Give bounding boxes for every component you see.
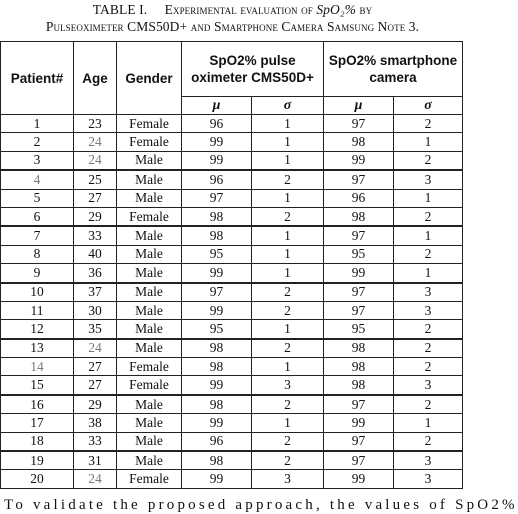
cell-age: 27 bbox=[74, 189, 117, 207]
header-smartphone: SpO2% smartphone camera bbox=[324, 42, 463, 97]
cell-gender: Female bbox=[117, 470, 182, 488]
table-row bbox=[1, 133, 463, 151]
cell-smartphone-mu: 99 bbox=[324, 414, 394, 432]
cell-oximeter-mu: 95 bbox=[182, 320, 252, 339]
cell-age: 23 bbox=[74, 115, 117, 133]
cell-gender: Male bbox=[117, 283, 182, 302]
cell-smartphone-mu: 98 bbox=[324, 133, 394, 151]
cell-oximeter-mu: 98 bbox=[182, 226, 252, 245]
cell-smartphone-sigma: 3 bbox=[394, 283, 463, 302]
cell-oximeter-sigma: 2 bbox=[252, 451, 324, 470]
table-row bbox=[1, 226, 463, 245]
table-row bbox=[1, 358, 463, 376]
cell-oximeter-mu: 99 bbox=[182, 470, 252, 488]
cell-smartphone-mu: 97 bbox=[324, 451, 394, 470]
cell-age: 33 bbox=[74, 432, 117, 451]
cell-smartphone-mu: 97 bbox=[324, 115, 394, 133]
table-row bbox=[1, 451, 463, 470]
table-caption-line-2: Pulseoximeter CMS50D+ and Smartphone Camera Samsung Note 3. bbox=[45, 19, 420, 34]
cell-smartphone-sigma: 2 bbox=[394, 207, 463, 226]
cell-gender: Male bbox=[117, 395, 182, 414]
cell-oximeter-sigma: 3 bbox=[252, 376, 324, 395]
cell-oximeter-sigma: 1 bbox=[252, 189, 324, 207]
cell-age: 40 bbox=[74, 245, 117, 263]
header-oximeter-sigma: σ bbox=[252, 97, 324, 115]
cell-gender: Male bbox=[117, 151, 182, 170]
cell-age: 29 bbox=[74, 395, 117, 414]
cell-smartphone-mu: 97 bbox=[324, 395, 394, 414]
cell-age: 37 bbox=[74, 283, 117, 302]
cell-smartphone-sigma: 1 bbox=[394, 133, 463, 151]
cell-oximeter-mu: 98 bbox=[182, 451, 252, 470]
cell-gender: Male bbox=[117, 264, 182, 283]
cell-gender: Male bbox=[117, 432, 182, 451]
cell-oximeter-sigma: 2 bbox=[252, 301, 324, 319]
cell-oximeter-mu: 99 bbox=[182, 414, 252, 432]
table-caption-text: Experimental evaluation of bbox=[164, 2, 317, 17]
cell-smartphone-sigma: 2 bbox=[394, 245, 463, 263]
cell-smartphone-mu: 95 bbox=[324, 320, 394, 339]
cell-oximeter-sigma: 1 bbox=[252, 115, 324, 133]
cell-patient: 13 bbox=[1, 339, 74, 358]
cell-oximeter-sigma: 1 bbox=[252, 414, 324, 432]
table-caption-italic: SpO₂% bbox=[316, 2, 357, 17]
cell-age: 24 bbox=[74, 151, 117, 170]
cell-age: 29 bbox=[74, 207, 117, 226]
header-oximeter: SpO2% pulse oximeter CMS50D+ bbox=[182, 42, 324, 97]
cell-patient: 11 bbox=[1, 301, 74, 319]
table-row bbox=[1, 414, 463, 432]
cell-oximeter-mu: 99 bbox=[182, 376, 252, 395]
cell-oximeter-sigma: 3 bbox=[252, 470, 324, 488]
cell-smartphone-sigma: 2 bbox=[394, 339, 463, 358]
cell-smartphone-sigma: 2 bbox=[394, 115, 463, 133]
cell-smartphone-mu: 98 bbox=[324, 358, 394, 376]
table-row bbox=[1, 207, 463, 226]
table-row bbox=[1, 170, 463, 189]
cell-age: 33 bbox=[74, 226, 117, 245]
header-smartphone-mu: μ bbox=[324, 97, 394, 115]
cell-patient: 5 bbox=[1, 189, 74, 207]
cell-oximeter-mu: 99 bbox=[182, 264, 252, 283]
cell-patient: 18 bbox=[1, 432, 74, 451]
cell-age: 24 bbox=[74, 470, 117, 488]
cell-smartphone-sigma: 1 bbox=[394, 189, 463, 207]
cell-patient: 17 bbox=[1, 414, 74, 432]
cell-smartphone-sigma: 2 bbox=[394, 395, 463, 414]
cell-smartphone-sigma: 3 bbox=[394, 301, 463, 319]
cell-gender: Male bbox=[117, 170, 182, 189]
cell-gender: Male bbox=[117, 320, 182, 339]
cell-gender: Female bbox=[117, 133, 182, 151]
cell-smartphone-sigma: 2 bbox=[394, 151, 463, 170]
table-caption-line-1 bbox=[0, 1, 465, 18]
cell-oximeter-sigma: 2 bbox=[252, 395, 324, 414]
cell-oximeter-sigma: 1 bbox=[252, 226, 324, 245]
cell-patient: 12 bbox=[1, 320, 74, 339]
cell-oximeter-mu: 97 bbox=[182, 283, 252, 302]
cell-patient: 8 bbox=[1, 245, 74, 263]
cell-smartphone-mu: 97 bbox=[324, 301, 394, 319]
cell-oximeter-mu: 97 bbox=[182, 189, 252, 207]
cell-oximeter-sigma: 1 bbox=[252, 133, 324, 151]
cell-patient: 20 bbox=[1, 470, 74, 488]
table-row bbox=[1, 264, 463, 283]
table-row bbox=[1, 339, 463, 358]
cell-gender: Female bbox=[117, 207, 182, 226]
cell-smartphone-sigma: 2 bbox=[394, 320, 463, 339]
table-caption-suffix: by bbox=[356, 2, 373, 17]
cell-gender: Female bbox=[117, 376, 182, 395]
cell-smartphone-mu: 97 bbox=[324, 170, 394, 189]
cell-smartphone-mu: 97 bbox=[324, 432, 394, 451]
cell-oximeter-sigma: 1 bbox=[252, 151, 324, 170]
cell-oximeter-sigma: 1 bbox=[252, 264, 324, 283]
cell-patient: 9 bbox=[1, 264, 74, 283]
cell-age: 35 bbox=[74, 320, 117, 339]
cell-age: 38 bbox=[74, 414, 117, 432]
cell-smartphone-mu: 99 bbox=[324, 470, 394, 488]
cell-gender: Male bbox=[117, 301, 182, 319]
cell-oximeter-mu: 98 bbox=[182, 395, 252, 414]
cell-patient: 1 bbox=[1, 115, 74, 133]
cell-age: 27 bbox=[74, 358, 117, 376]
cell-oximeter-mu: 95 bbox=[182, 245, 252, 263]
header-patient: Patient# bbox=[1, 42, 74, 115]
cell-smartphone-mu: 98 bbox=[324, 339, 394, 358]
cell-oximeter-sigma: 1 bbox=[252, 358, 324, 376]
cell-age: 25 bbox=[74, 170, 117, 189]
cell-oximeter-mu: 99 bbox=[182, 151, 252, 170]
table-row bbox=[1, 151, 463, 170]
table-row bbox=[1, 320, 463, 339]
cell-age: 36 bbox=[74, 264, 117, 283]
cell-smartphone-sigma: 3 bbox=[394, 376, 463, 395]
cell-patient: 14 bbox=[1, 358, 74, 376]
header-oximeter-mu: μ bbox=[182, 97, 252, 115]
header-age: Age bbox=[74, 42, 117, 115]
cell-age: 27 bbox=[74, 376, 117, 395]
cell-smartphone-mu: 98 bbox=[324, 376, 394, 395]
cell-gender: Male bbox=[117, 189, 182, 207]
cell-patient: 15 bbox=[1, 376, 74, 395]
cell-oximeter-mu: 98 bbox=[182, 358, 252, 376]
cell-oximeter-mu: 98 bbox=[182, 339, 252, 358]
body-paragraph-fragment: To validate the proposed approach, the values of SpO2% bbox=[4, 497, 518, 513]
cell-oximeter-mu: 96 bbox=[182, 115, 252, 133]
table-row bbox=[1, 376, 463, 395]
cell-age: 30 bbox=[74, 301, 117, 319]
cell-smartphone-sigma: 3 bbox=[394, 170, 463, 189]
cell-oximeter-sigma: 2 bbox=[252, 207, 324, 226]
cell-age: 24 bbox=[74, 133, 117, 151]
cell-patient: 10 bbox=[1, 283, 74, 302]
cell-patient: 3 bbox=[1, 151, 74, 170]
cell-patient: 19 bbox=[1, 451, 74, 470]
cell-patient: 4 bbox=[1, 170, 74, 189]
cell-oximeter-sigma: 1 bbox=[252, 320, 324, 339]
cell-oximeter-sigma: 2 bbox=[252, 170, 324, 189]
cell-smartphone-mu: 98 bbox=[324, 207, 394, 226]
table-row bbox=[1, 245, 463, 263]
table-row bbox=[1, 115, 463, 133]
cell-gender: Male bbox=[117, 414, 182, 432]
cell-patient: 6 bbox=[1, 207, 74, 226]
table-row bbox=[1, 301, 463, 319]
table-number: TABLE I. bbox=[92, 2, 148, 17]
cell-oximeter-sigma: 1 bbox=[252, 245, 324, 263]
cell-gender: Male bbox=[117, 451, 182, 470]
cell-age: 24 bbox=[74, 339, 117, 358]
cell-oximeter-mu: 96 bbox=[182, 432, 252, 451]
results-table bbox=[0, 41, 463, 489]
cell-oximeter-mu: 99 bbox=[182, 301, 252, 319]
table-row bbox=[1, 470, 463, 488]
cell-gender: Female bbox=[117, 115, 182, 133]
cell-smartphone-mu: 97 bbox=[324, 226, 394, 245]
cell-smartphone-mu: 99 bbox=[324, 151, 394, 170]
cell-smartphone-mu: 95 bbox=[324, 245, 394, 263]
cell-gender: Female bbox=[117, 358, 182, 376]
table-row bbox=[1, 189, 463, 207]
cell-smartphone-sigma: 1 bbox=[394, 414, 463, 432]
cell-patient: 2 bbox=[1, 133, 74, 151]
cell-age: 31 bbox=[74, 451, 117, 470]
cell-oximeter-sigma: 2 bbox=[252, 339, 324, 358]
table-row bbox=[1, 395, 463, 414]
cell-smartphone-sigma: 3 bbox=[394, 451, 463, 470]
cell-smartphone-sigma: 3 bbox=[394, 470, 463, 488]
cell-smartphone-mu: 96 bbox=[324, 189, 394, 207]
cell-oximeter-mu: 96 bbox=[182, 170, 252, 189]
cell-patient: 16 bbox=[1, 395, 74, 414]
table-body bbox=[1, 115, 463, 489]
cell-smartphone-mu: 99 bbox=[324, 264, 394, 283]
cell-oximeter-mu: 98 bbox=[182, 207, 252, 226]
cell-smartphone-sigma: 1 bbox=[394, 264, 463, 283]
cell-oximeter-mu: 99 bbox=[182, 133, 252, 151]
cell-gender: Male bbox=[117, 339, 182, 358]
cell-gender: Male bbox=[117, 245, 182, 263]
table-row bbox=[1, 432, 463, 451]
header-gender: Gender bbox=[117, 42, 182, 115]
cell-oximeter-sigma: 2 bbox=[252, 432, 324, 451]
cell-smartphone-mu: 97 bbox=[324, 283, 394, 302]
cell-smartphone-sigma: 1 bbox=[394, 226, 463, 245]
cell-gender: Male bbox=[117, 226, 182, 245]
cell-smartphone-sigma: 2 bbox=[394, 358, 463, 376]
header-smartphone-sigma: σ bbox=[394, 97, 463, 115]
cell-oximeter-sigma: 2 bbox=[252, 283, 324, 302]
cell-smartphone-sigma: 2 bbox=[394, 432, 463, 451]
table-row bbox=[1, 283, 463, 302]
cell-patient: 7 bbox=[1, 226, 74, 245]
